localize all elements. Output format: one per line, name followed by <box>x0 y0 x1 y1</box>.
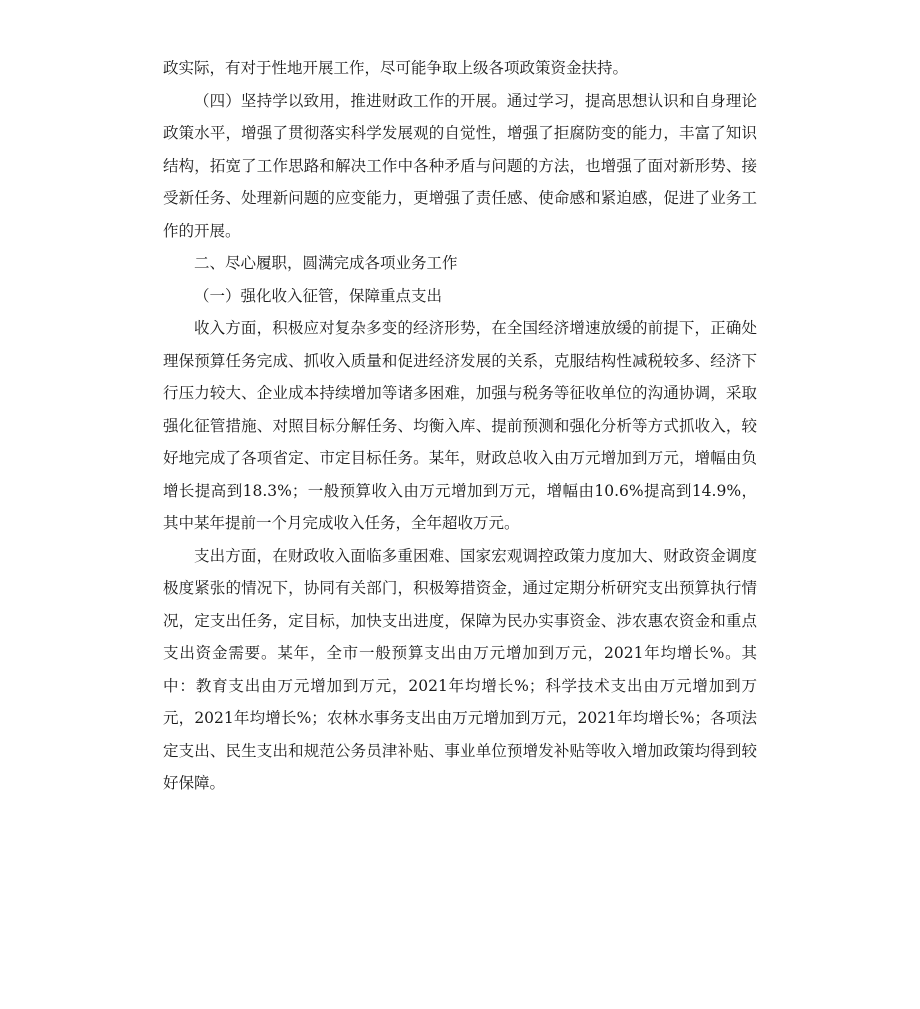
paragraph-section-four: （四）坚持学以致用，推进财政工作的开展。通过学习，提高思想认识和自身理论政策水平，增强了贯彻落实科学发展观的自觉性，增强了拒腐防变的能力，丰富了知识结构，拓宽了工作思路和解决工作中各种矛盾与问题的方法，也增强了面对新形势、接受新任务、处理新问题的应变能力，更增强了责任感、使命感和紧迫感，促进了业务工作的开展。 <box>163 91 757 240</box>
paragraph-continuation: 政实际，有对于性地开展工作，尽可能争取上级各项政策资金扶持。 <box>163 59 629 77</box>
paragraph-revenue: 收入方面，积极应对复杂多变的经济形势，在全国经济增速放缓的前提下，正确处理保预算任务完成、抓收入质量和促进经济发展的关系，克服结构性减税较多、经济下行压力较大、企业成本持续增加等诸多困难，加强与税务等征收单位的沟通协调，采取强化征管措施、对照目标分解任务、均衡入库、提前预测和强化分析等方式抓收入，较好地完成了各项省定、市定目标任务。某年，财政总收入由万元增加到万元，增幅由负增长提高到18.3%；一般预算收入由万元增加到万元，增幅由10.6%提高到14.9%，其中某年提前一个月完成收入任务，全年超收万元。 <box>163 319 757 532</box>
subsection-heading-one: （一）强化收入征管，保障重点支出 <box>194 286 443 305</box>
section-heading-two: 二、尽心履职，圆满完成各项业务工作 <box>194 254 458 272</box>
paragraph-expenditure: 支出方面，在财政收入面临多重困难、国家宏观调控政策力度加大、财政资金调度极度紧张的情况下，协同有关部门，积极筹措资金，通过定期分析研究支出预算执行情况，定支出任务，定目标，加快支出进度，保障为民办实事资金、涉农惠农资金和重点支出资金需要。某年，全市一般预算支出由万元增加到万元，2021年均增长%。其中：教育支出由万元增加到万元，2021年均增长%；科学技术支出由万元增加到万元，2021年均增长%；农林水事务支出由万元增加到万元，2021年均增长%；各项法定支出、民生支出和规范公务员津补贴、事业单位预增发补贴等收入增加政策均得到较好保障。 <box>163 546 757 792</box>
document-body <box>163 52 757 800</box>
